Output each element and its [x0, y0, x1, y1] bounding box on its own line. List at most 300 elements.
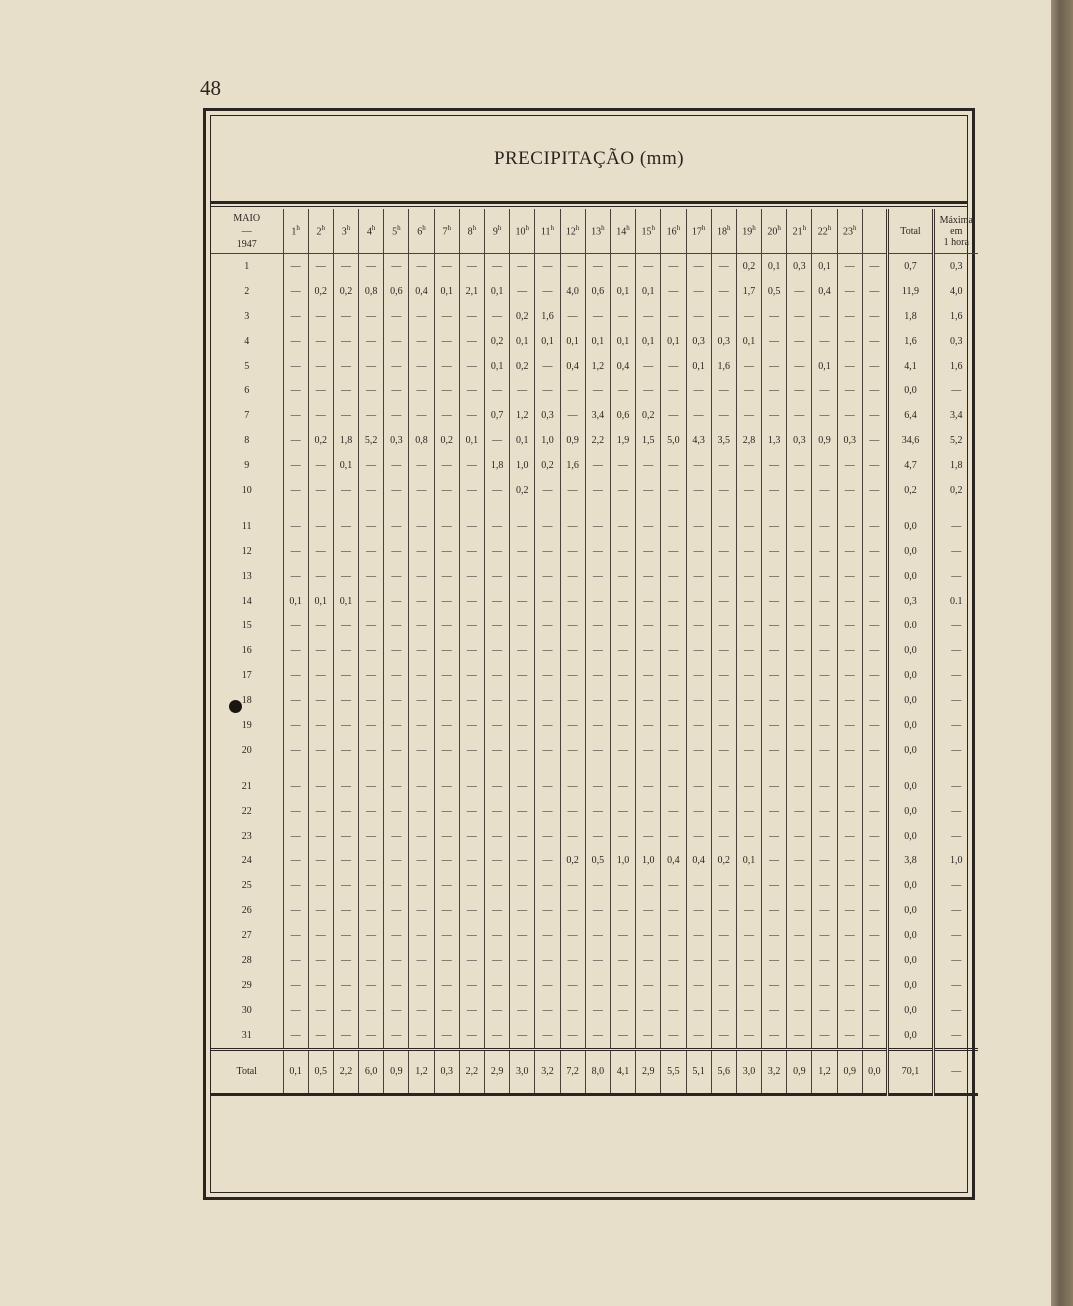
- value-cell: —: [333, 998, 358, 1023]
- value-cell: 0,3: [787, 254, 812, 279]
- spacer-cell: [535, 763, 560, 774]
- value-cell: —: [283, 564, 308, 589]
- value-cell: —: [812, 948, 837, 973]
- hour-header: 12$^h$: [560, 209, 585, 254]
- value-cell: —: [787, 948, 812, 973]
- value-cell: —: [762, 848, 787, 873]
- value-cell: —: [636, 514, 661, 539]
- table-inner-frame: [210, 115, 973, 1193]
- spacer-cell: [211, 503, 283, 514]
- value-cell: —: [535, 688, 560, 713]
- row-total-cell: 4,1: [888, 354, 934, 379]
- value-cell: —: [585, 589, 610, 614]
- spacer-cell: [585, 503, 610, 514]
- totals-value-cell: 0,3: [434, 1049, 459, 1094]
- value-cell: —: [837, 923, 862, 948]
- value-cell: —: [434, 254, 459, 279]
- value-cell: 0,1: [535, 329, 560, 354]
- value-cell: —: [384, 564, 409, 589]
- value-cell: —: [308, 329, 333, 354]
- value-cell: —: [711, 589, 736, 614]
- value-cell: —: [686, 824, 711, 849]
- totals-label: Total: [211, 1049, 283, 1094]
- value-cell: —: [636, 663, 661, 688]
- value-cell: —: [485, 873, 510, 898]
- value-cell: —: [359, 923, 384, 948]
- value-cell: —: [686, 738, 711, 763]
- totals-value-cell: 4,1: [610, 1049, 635, 1094]
- value-cell: —: [434, 923, 459, 948]
- row-max-cell: —: [934, 514, 978, 539]
- value-cell: —: [585, 378, 610, 403]
- day-cell: 7: [244, 410, 250, 422]
- value-cell: —: [409, 539, 434, 564]
- value-cell: —: [610, 799, 635, 824]
- value-cell: —: [711, 254, 736, 279]
- value-cell: —: [459, 1023, 484, 1049]
- value-cell: —: [862, 539, 887, 564]
- value-cell: 0,1: [636, 329, 661, 354]
- value-cell: —: [762, 1023, 787, 1049]
- spacer-cell: [308, 503, 333, 514]
- value-cell: —: [686, 453, 711, 478]
- row-max-cell: —: [934, 539, 978, 564]
- value-cell: —: [459, 478, 484, 503]
- row-total-cell: 0,0: [888, 998, 934, 1023]
- value-cell: —: [585, 873, 610, 898]
- value-cell: —: [787, 799, 812, 824]
- value-cell: —: [686, 774, 711, 799]
- spacer-cell: [812, 763, 837, 774]
- value-cell: —: [384, 329, 409, 354]
- value-cell: —: [787, 354, 812, 379]
- value-cell: —: [862, 998, 887, 1023]
- value-cell: —: [787, 688, 812, 713]
- value-cell: —: [333, 663, 358, 688]
- value-cell: 0,2: [736, 254, 761, 279]
- row-total-cell: 0,0: [888, 688, 934, 713]
- value-cell: —: [485, 713, 510, 738]
- value-cell: 1,8: [333, 428, 358, 453]
- value-cell: —: [812, 304, 837, 329]
- value-cell: —: [359, 403, 384, 428]
- value-cell: 0,1: [510, 428, 535, 453]
- row-max-cell: —: [934, 738, 978, 763]
- value-cell: —: [333, 403, 358, 428]
- value-cell: —: [359, 478, 384, 503]
- value-cell: —: [686, 613, 711, 638]
- value-cell: —: [837, 304, 862, 329]
- value-cell: —: [308, 898, 333, 923]
- value-cell: —: [787, 378, 812, 403]
- value-cell: —: [308, 378, 333, 403]
- value-cell: —: [862, 1023, 887, 1049]
- value-cell: —: [610, 688, 635, 713]
- value-cell: —: [434, 998, 459, 1023]
- value-cell: —: [485, 514, 510, 539]
- value-cell: —: [308, 403, 333, 428]
- value-cell: 0,2: [636, 403, 661, 428]
- value-cell: —: [459, 948, 484, 973]
- value-cell: —: [359, 848, 384, 873]
- table-row: [211, 428, 978, 453]
- value-cell: —: [762, 688, 787, 713]
- value-cell: —: [661, 663, 686, 688]
- totals-value-cell: 0,0: [862, 1049, 887, 1094]
- value-cell: —: [283, 873, 308, 898]
- value-cell: —: [837, 254, 862, 279]
- table-row: [211, 478, 978, 503]
- value-cell: —: [560, 589, 585, 614]
- value-cell: —: [686, 638, 711, 663]
- value-cell: —: [787, 514, 812, 539]
- table-body: [211, 254, 978, 1095]
- value-cell: 0,1: [333, 453, 358, 478]
- value-cell: —: [862, 254, 887, 279]
- spacer-cell: [359, 503, 384, 514]
- hour-header: 3$^h$: [333, 209, 358, 254]
- value-cell: —: [434, 713, 459, 738]
- value-cell: —: [610, 453, 635, 478]
- value-cell: —: [736, 514, 761, 539]
- spacer-cell: [459, 763, 484, 774]
- value-cell: —: [862, 713, 887, 738]
- value-cell: —: [711, 923, 736, 948]
- day-cell: 3: [244, 310, 250, 322]
- spacer-cell: [384, 503, 409, 514]
- value-cell: —: [333, 738, 358, 763]
- value-cell: —: [686, 304, 711, 329]
- value-cell: —: [661, 973, 686, 998]
- spacer-cell: [661, 503, 686, 514]
- row-max-cell: 3,4: [934, 403, 978, 428]
- value-cell: —: [585, 898, 610, 923]
- value-cell: —: [485, 848, 510, 873]
- value-cell: —: [762, 873, 787, 898]
- value-cell: —: [384, 998, 409, 1023]
- value-cell: —: [787, 403, 812, 428]
- value-cell: —: [686, 378, 711, 403]
- value-cell: —: [409, 329, 434, 354]
- value-cell: 0,3: [711, 329, 736, 354]
- value-cell: —: [485, 539, 510, 564]
- value-cell: —: [409, 738, 434, 763]
- table-row: [211, 688, 978, 713]
- row-total-cell: 0.0: [888, 613, 934, 638]
- day-cell: 25: [241, 880, 252, 892]
- value-cell: —: [711, 638, 736, 663]
- value-cell: 0,2: [308, 279, 333, 304]
- value-cell: —: [560, 873, 585, 898]
- table-row: [211, 613, 978, 638]
- value-cell: 0,2: [434, 428, 459, 453]
- day-cell: 27: [241, 930, 252, 942]
- spacer-cell: [661, 763, 686, 774]
- value-cell: 0,4: [409, 279, 434, 304]
- value-cell: —: [686, 403, 711, 428]
- value-cell: —: [510, 638, 535, 663]
- value-cell: —: [560, 799, 585, 824]
- total-header: Total: [888, 209, 934, 254]
- max-header: [934, 209, 978, 254]
- value-cell: —: [333, 799, 358, 824]
- hour-header: 17$^h$: [686, 209, 711, 254]
- value-cell: —: [434, 514, 459, 539]
- max-header-line: 1 hora: [943, 236, 969, 248]
- value-cell: —: [409, 923, 434, 948]
- value-cell: —: [636, 873, 661, 898]
- value-cell: —: [459, 514, 484, 539]
- value-cell: —: [333, 973, 358, 998]
- value-cell: —: [308, 638, 333, 663]
- spacer-cell: [686, 763, 711, 774]
- value-cell: —: [610, 478, 635, 503]
- value-cell: —: [736, 688, 761, 713]
- value-cell: —: [661, 378, 686, 403]
- value-cell: 1,0: [636, 848, 661, 873]
- value-cell: —: [837, 638, 862, 663]
- value-cell: —: [485, 478, 510, 503]
- title-rule: [211, 201, 967, 204]
- value-cell: —: [762, 713, 787, 738]
- row-max-cell: —: [934, 898, 978, 923]
- value-cell: —: [585, 713, 610, 738]
- value-cell: —: [359, 564, 384, 589]
- value-cell: —: [560, 478, 585, 503]
- value-cell: —: [636, 824, 661, 849]
- spacer-cell: [283, 763, 308, 774]
- value-cell: —: [787, 539, 812, 564]
- value-cell: —: [837, 973, 862, 998]
- value-cell: —: [333, 613, 358, 638]
- value-cell: 0,7: [485, 403, 510, 428]
- spacer-cell: [787, 763, 812, 774]
- value-cell: —: [787, 304, 812, 329]
- value-cell: —: [636, 799, 661, 824]
- value-cell: 0,1: [636, 279, 661, 304]
- value-cell: —: [510, 1023, 535, 1049]
- value-cell: —: [434, 738, 459, 763]
- value-cell: —: [610, 1023, 635, 1049]
- value-cell: —: [560, 948, 585, 973]
- value-cell: —: [283, 638, 308, 663]
- value-cell: —: [535, 279, 560, 304]
- value-cell: —: [661, 539, 686, 564]
- value-cell: —: [333, 638, 358, 663]
- value-cell: —: [762, 738, 787, 763]
- value-cell: —: [762, 923, 787, 948]
- spacer-cell: [535, 503, 560, 514]
- value-cell: —: [661, 923, 686, 948]
- value-cell: 1,9: [610, 428, 635, 453]
- table-row: [211, 848, 978, 873]
- book-spine: [1051, 0, 1073, 1306]
- value-cell: —: [610, 589, 635, 614]
- value-cell: —: [787, 638, 812, 663]
- hour-header: 1$^h$: [283, 209, 308, 254]
- value-cell: —: [359, 973, 384, 998]
- row-total-cell: 11,9: [888, 279, 934, 304]
- grand-total-cell: 70,1: [888, 1049, 934, 1094]
- value-cell: —: [459, 774, 484, 799]
- value-cell: —: [560, 514, 585, 539]
- table-row: [211, 998, 978, 1023]
- value-cell: —: [686, 478, 711, 503]
- value-cell: —: [686, 539, 711, 564]
- row-max-cell: —: [934, 799, 978, 824]
- value-cell: —: [434, 564, 459, 589]
- value-cell: —: [636, 613, 661, 638]
- value-cell: —: [308, 713, 333, 738]
- value-cell: —: [308, 254, 333, 279]
- value-cell: —: [736, 638, 761, 663]
- value-cell: —: [585, 638, 610, 663]
- value-cell: —: [862, 403, 887, 428]
- table-row: [211, 304, 978, 329]
- value-cell: —: [409, 948, 434, 973]
- spacer-cell: [888, 763, 934, 774]
- row-max-cell: —: [934, 564, 978, 589]
- value-cell: —: [736, 403, 761, 428]
- hour-header: 7$^h$: [434, 209, 459, 254]
- value-cell: —: [409, 799, 434, 824]
- value-cell: —: [686, 564, 711, 589]
- value-cell: —: [762, 564, 787, 589]
- value-cell: —: [560, 998, 585, 1023]
- value-cell: —: [459, 973, 484, 998]
- value-cell: —: [585, 824, 610, 849]
- value-cell: 1,5: [636, 428, 661, 453]
- table-row: [211, 973, 978, 998]
- value-cell: —: [787, 898, 812, 923]
- value-cell: 0,1: [736, 329, 761, 354]
- value-cell: —: [510, 948, 535, 973]
- value-cell: —: [736, 799, 761, 824]
- row-total-cell: 0,0: [888, 713, 934, 738]
- totals-value-cell: 2,9: [636, 1049, 661, 1094]
- value-cell: —: [686, 998, 711, 1023]
- header-month: MAIO: [233, 212, 261, 224]
- value-cell: —: [459, 254, 484, 279]
- value-cell: —: [862, 824, 887, 849]
- hour-header: 2$^h$: [308, 209, 333, 254]
- value-cell: —: [535, 898, 560, 923]
- row-max-cell: 5,2: [934, 428, 978, 453]
- value-cell: —: [711, 378, 736, 403]
- month-year-header: [211, 209, 283, 254]
- value-cell: —: [333, 354, 358, 379]
- value-cell: —: [736, 663, 761, 688]
- value-cell: —: [308, 738, 333, 763]
- value-cell: —: [535, 663, 560, 688]
- value-cell: 1,6: [711, 354, 736, 379]
- value-cell: —: [308, 453, 333, 478]
- row-max-cell: —: [934, 774, 978, 799]
- spacer-cell: [434, 503, 459, 514]
- value-cell: —: [812, 738, 837, 763]
- row-max-cell: 0,3: [934, 329, 978, 354]
- spacer-cell: [434, 763, 459, 774]
- value-cell: —: [661, 564, 686, 589]
- value-cell: —: [308, 478, 333, 503]
- totals-value-cell: 0,1: [283, 1049, 308, 1094]
- table-row: [211, 378, 978, 403]
- value-cell: —: [787, 453, 812, 478]
- row-total-cell: 0,0: [888, 873, 934, 898]
- value-cell: —: [636, 713, 661, 738]
- value-cell: —: [610, 923, 635, 948]
- table-row: [211, 738, 978, 763]
- hour-header: 21$^h$: [787, 209, 812, 254]
- value-cell: —: [409, 1023, 434, 1049]
- value-cell: —: [636, 304, 661, 329]
- value-cell: —: [459, 589, 484, 614]
- totals-value-cell: 5,6: [711, 1049, 736, 1094]
- value-cell: —: [711, 774, 736, 799]
- value-cell: —: [610, 514, 635, 539]
- value-cell: —: [610, 564, 635, 589]
- value-cell: —: [585, 514, 610, 539]
- value-cell: —: [636, 478, 661, 503]
- value-cell: —: [711, 738, 736, 763]
- value-cell: —: [686, 1023, 711, 1049]
- hour-header: 19$^h$: [736, 209, 761, 254]
- value-cell: —: [711, 998, 736, 1023]
- value-cell: —: [283, 948, 308, 973]
- row-total-cell: 0,0: [888, 1023, 934, 1049]
- value-cell: —: [585, 998, 610, 1023]
- value-cell: —: [711, 1023, 736, 1049]
- value-cell: —: [510, 998, 535, 1023]
- value-cell: —: [762, 973, 787, 998]
- value-cell: —: [459, 329, 484, 354]
- value-cell: 0,1: [686, 354, 711, 379]
- value-cell: —: [510, 848, 535, 873]
- value-cell: —: [434, 613, 459, 638]
- day-cell: 15: [241, 620, 252, 632]
- value-cell: —: [535, 254, 560, 279]
- value-cell: —: [711, 304, 736, 329]
- value-cell: —: [485, 948, 510, 973]
- value-cell: —: [787, 774, 812, 799]
- row-total-cell: 0,0: [888, 638, 934, 663]
- table-row: [211, 948, 978, 973]
- value-cell: —: [333, 539, 358, 564]
- value-cell: —: [485, 824, 510, 849]
- row-total-cell: 4,7: [888, 453, 934, 478]
- value-cell: —: [359, 354, 384, 379]
- value-cell: —: [384, 738, 409, 763]
- value-cell: 0,2: [308, 428, 333, 453]
- value-cell: —: [585, 973, 610, 998]
- value-cell: —: [812, 973, 837, 998]
- table-row: [211, 799, 978, 824]
- value-cell: —: [359, 539, 384, 564]
- value-cell: —: [535, 738, 560, 763]
- value-cell: —: [434, 774, 459, 799]
- value-cell: —: [359, 453, 384, 478]
- value-cell: —: [384, 514, 409, 539]
- hour-header: 14$^h$: [610, 209, 635, 254]
- row-total-cell: 0,0: [888, 378, 934, 403]
- value-cell: —: [384, 923, 409, 948]
- value-cell: —: [812, 998, 837, 1023]
- value-cell: —: [283, 799, 308, 824]
- value-cell: —: [636, 589, 661, 614]
- value-cell: —: [661, 304, 686, 329]
- spacer-cell: [762, 503, 787, 514]
- value-cell: —: [308, 1023, 333, 1049]
